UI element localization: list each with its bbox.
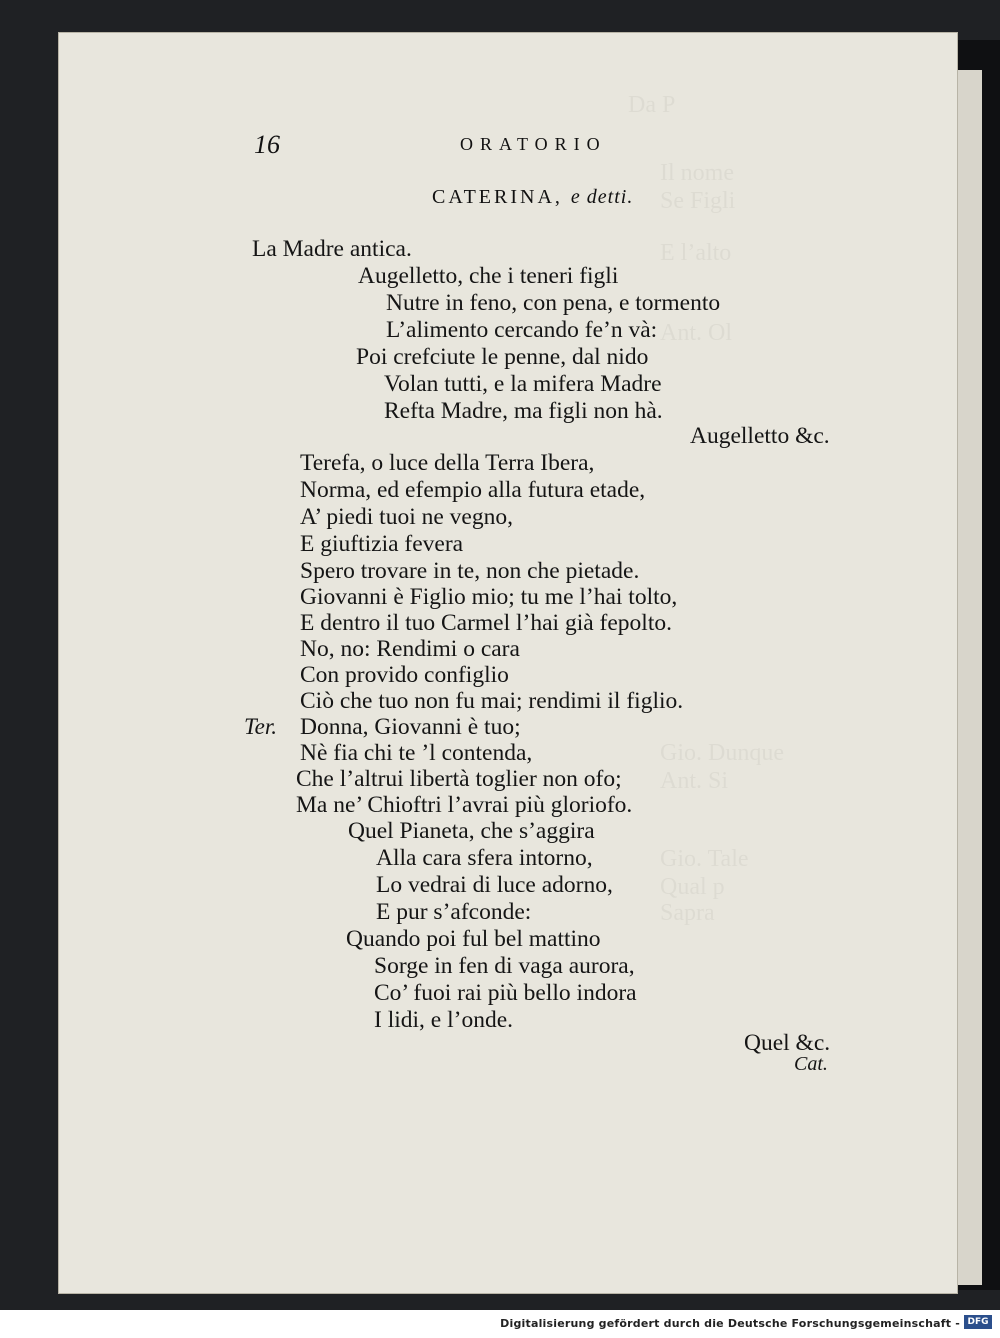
speaker-label: Ter. bbox=[244, 714, 278, 739]
verse-line: Con provido configlio bbox=[300, 662, 509, 688]
verse-line: Refta Madre, ma figli non hà. bbox=[384, 398, 663, 424]
catchword: Cat. bbox=[794, 1053, 828, 1075]
digitization-credit: Digitalisierung gefördert durch die Deutsche Forschungsgemeinschaft - bbox=[500, 1317, 960, 1330]
verse-line: Augelletto, che i teneri figli bbox=[358, 263, 619, 289]
verse-line: Spero trovare in te, non che pietade. bbox=[300, 558, 640, 584]
verse-line: I lidi, e l’onde. bbox=[374, 1007, 514, 1033]
da-capo-marker: Augelletto &c. bbox=[690, 423, 830, 449]
verse-line: Ma ne’ Chioftri l’avrai più gloriofo. bbox=[296, 792, 633, 818]
verse-line: Norma, ed efempio alla futura etade, bbox=[300, 477, 646, 503]
verse-line: Sorge in fen di vaga aurora, bbox=[374, 953, 635, 979]
verse-line: Nè fia chi te ’l contenda, bbox=[300, 740, 533, 766]
da-capo-marker: Quel &c. bbox=[744, 1030, 831, 1056]
verse-line: L’alimento cercando fe’n và: bbox=[386, 317, 658, 343]
running-title: ORATORIO bbox=[460, 134, 607, 154]
verse-line: Ciò che tuo non fu mai; rendimi il figlio. bbox=[300, 688, 684, 714]
verse-line: La Madre antica. bbox=[252, 236, 412, 262]
verse-line: Poi crefciute le penne, dal nido bbox=[356, 344, 649, 370]
verse-line: Co’ fuoi rai più bello indora bbox=[374, 980, 637, 1006]
page-number: 16 bbox=[254, 130, 280, 159]
verse-line: Nutre in feno, con pena, e tormento bbox=[386, 290, 721, 316]
verse-line: E pur s’afconde: bbox=[376, 899, 532, 925]
verse-line: Giovanni è Figlio mio; tu me l’hai tolto, bbox=[300, 584, 678, 610]
dfg-logo: DFG bbox=[964, 1315, 992, 1329]
verse-line: Alla cara sfera intorno, bbox=[376, 845, 593, 871]
scene-character: CATERINA, bbox=[432, 186, 563, 208]
verse-line: Che l’altrui libertà toglier non ofo; bbox=[296, 766, 622, 792]
verse-line: Lo vedrai di luce adorno, bbox=[376, 872, 613, 898]
verse-line: Donna, Giovanni è tuo; bbox=[300, 714, 521, 740]
verse-line: No, no: Rendimi o cara bbox=[300, 636, 520, 662]
scene-direction: e detti. bbox=[570, 186, 634, 208]
verse-line: Volan tutti, e la mifera Madre bbox=[384, 371, 662, 397]
verse-line: A’ piedi tuoi ne vegno, bbox=[300, 504, 513, 530]
verse-line: Quel Pianeta, che s’aggira bbox=[348, 818, 595, 844]
verse-line: E giuftizia fevera bbox=[300, 531, 464, 557]
scene-heading bbox=[432, 186, 633, 209]
verse-line: Terefa, o luce della Terra Ibera, bbox=[300, 450, 595, 476]
verse-line: E dentro il tuo Carmel l’hai già fepolto. bbox=[300, 610, 672, 636]
verse-line: Quando poi ful bel mattino bbox=[346, 926, 601, 952]
